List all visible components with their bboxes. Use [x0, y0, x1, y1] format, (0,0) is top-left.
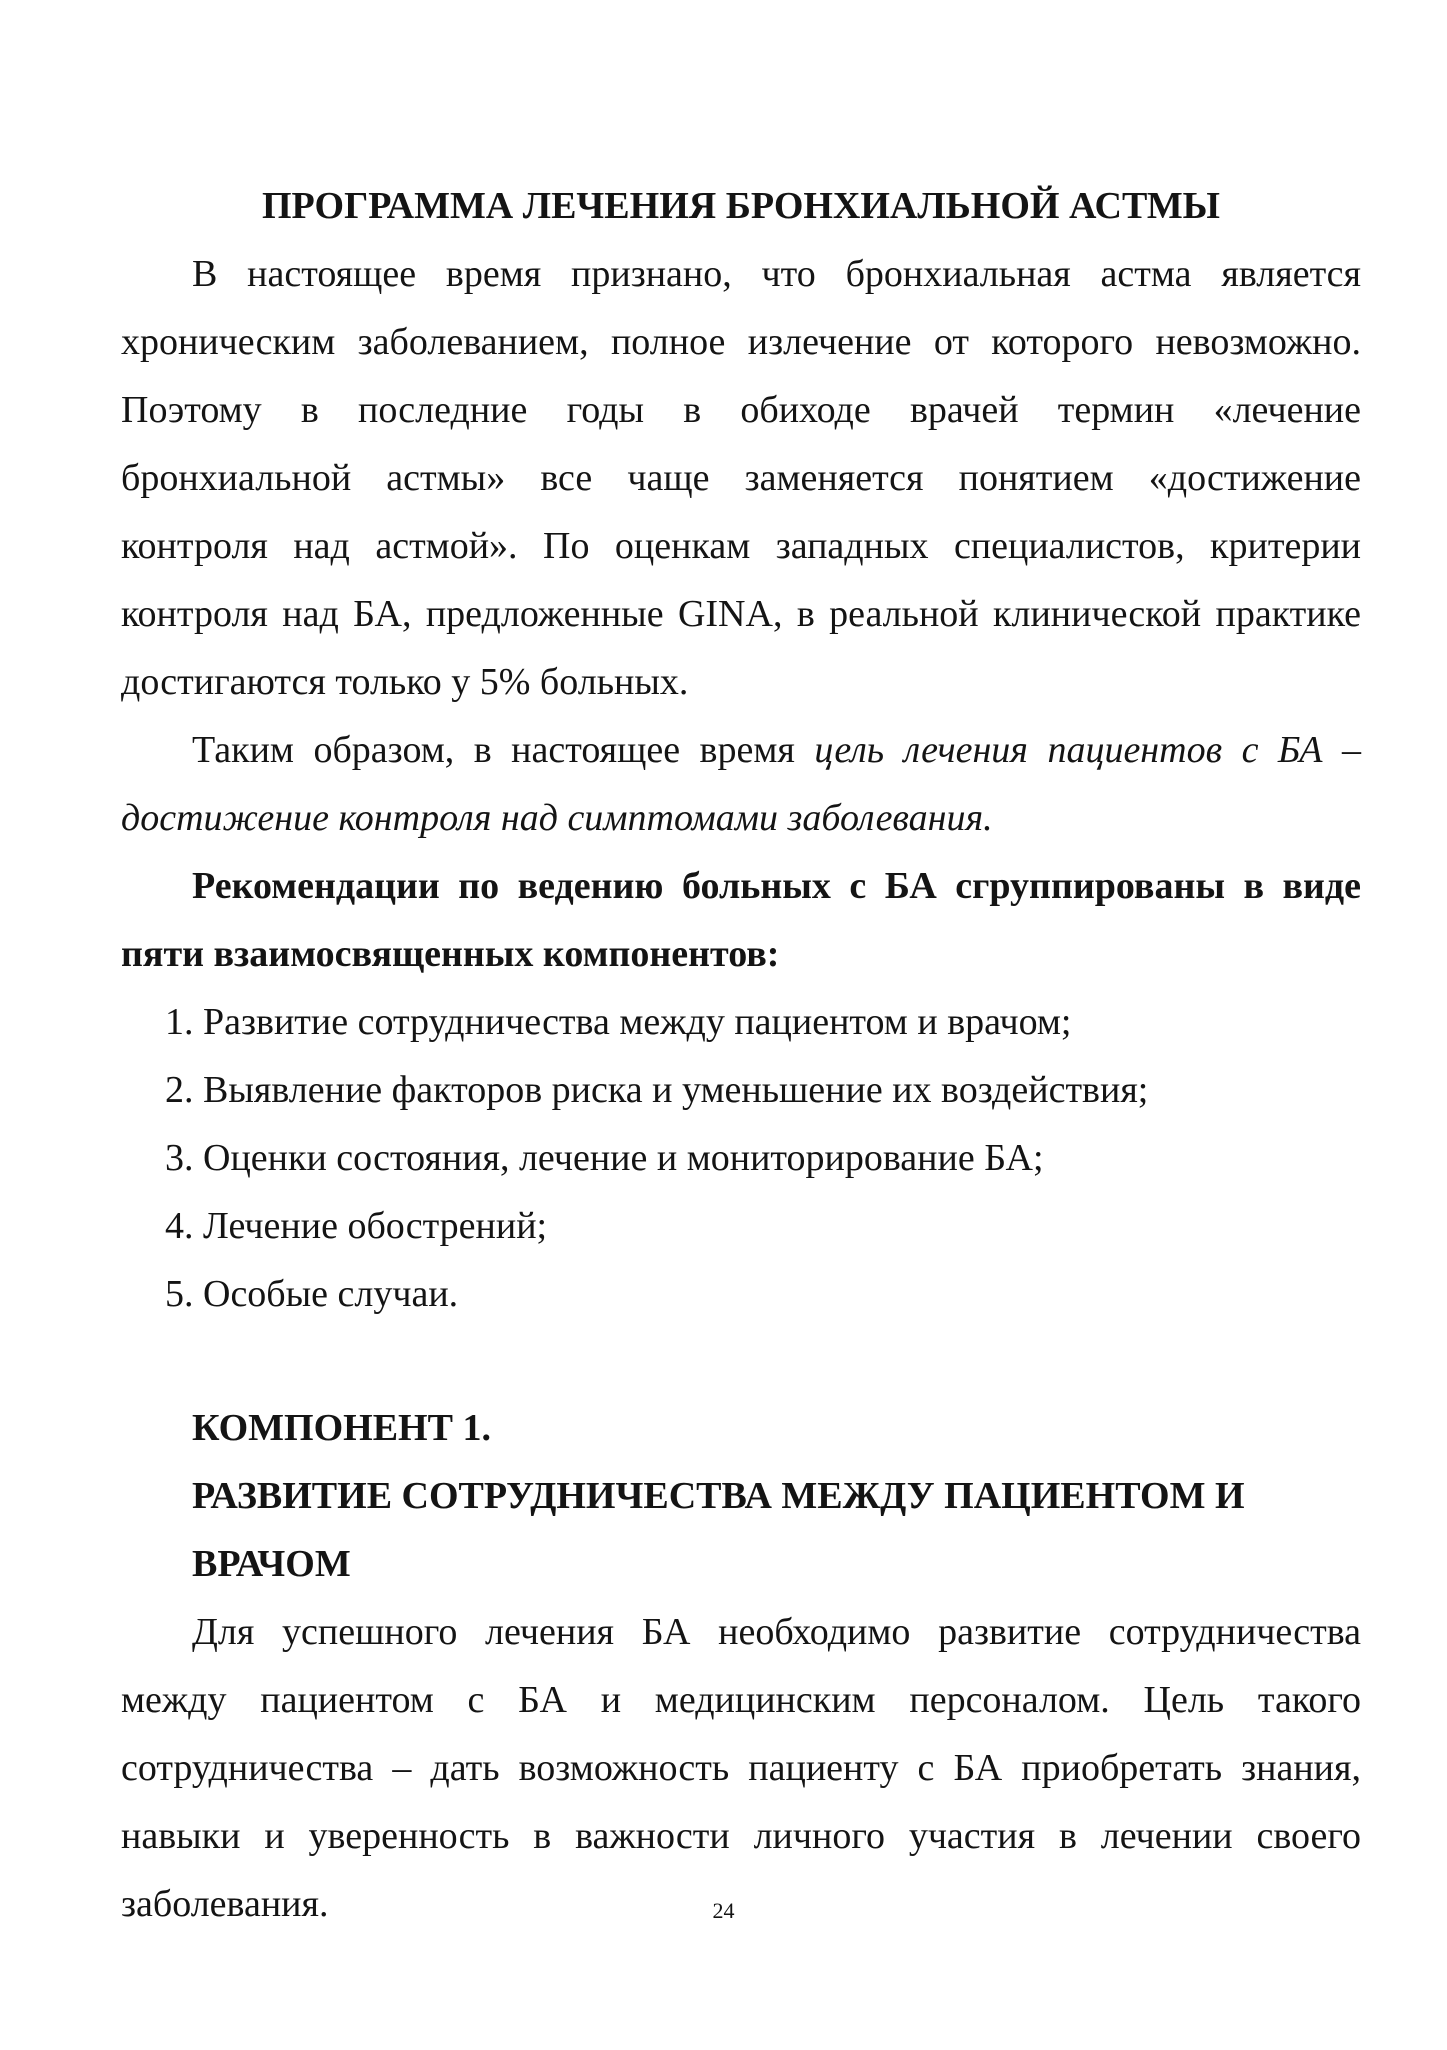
- goal-paragraph: [121, 716, 1361, 852]
- list-item: 2. Выявление факторов риска и уменьшение их воздействия;: [165, 1069, 1149, 1111]
- section-heading-line1: КОМПОНЕНТ 1.: [192, 1407, 491, 1449]
- list-item: 3. Оценки состояния, лечение и мониторирование БА;: [165, 1137, 1044, 1179]
- intro-paragraph: В настоящее время признано, что бронхиальная астма является хроническим заболеванием, полное излечение от которого невозможно. Поэтому в последние годы в обиходе врачей термин «лечение бронхиальной астмы» все чаще заменяется понятием «достижение контроля над астмой». По оценкам западных специалистов, критерии контроля над БА, предложенные GINA, в реальной клинической практике достигаются только у 5% больных.: [121, 253, 1361, 703]
- list-item: 5. Особые случаи.: [165, 1273, 459, 1315]
- section-spacer: [121, 1328, 1361, 1394]
- list-item: 1. Развитие сотрудничества между пациентом и врачом;: [165, 1001, 1072, 1043]
- page-number: 24: [712, 1898, 735, 1923]
- goal-lead-text: Таким образом, в настоящее время: [192, 729, 815, 771]
- recommendations-heading: Рекомендации по ведению больных с БА сгруппированы в виде пяти взаимосвященных компонентов:: [121, 865, 1361, 975]
- section-heading: [121, 1394, 1361, 1598]
- cooperation-paragraph: Для успешного лечения БА необходимо развитие сотрудничества между пациентом с БА и медицинским персоналом. Цель такого сотрудничества – дать возможность пациенту с БА приобретать знания, навыки и уверенность в важности личного участия в лечении своего заболевания.: [121, 1611, 1361, 1925]
- section-heading-line3: ВРАЧОМ: [192, 1543, 351, 1585]
- list-item: 4. Лечение обострений;: [165, 1205, 548, 1247]
- components-list: [121, 988, 1361, 1328]
- page-content: [121, 172, 1361, 1938]
- section-heading-line2: РАЗВИТИЕ СОТРУДНИЧЕСТВА МЕЖДУ ПАЦИЕНТОМ И: [192, 1475, 1245, 1517]
- page-title: ПРОГРАММА ЛЕЧЕНИЯ БРОНХИАЛЬНОЙ АСТМЫ: [262, 185, 1220, 227]
- goal-emphasis-text: цель лечения пациентов с БА – достижение контроля над симптомами заболевания.: [121, 729, 1361, 839]
